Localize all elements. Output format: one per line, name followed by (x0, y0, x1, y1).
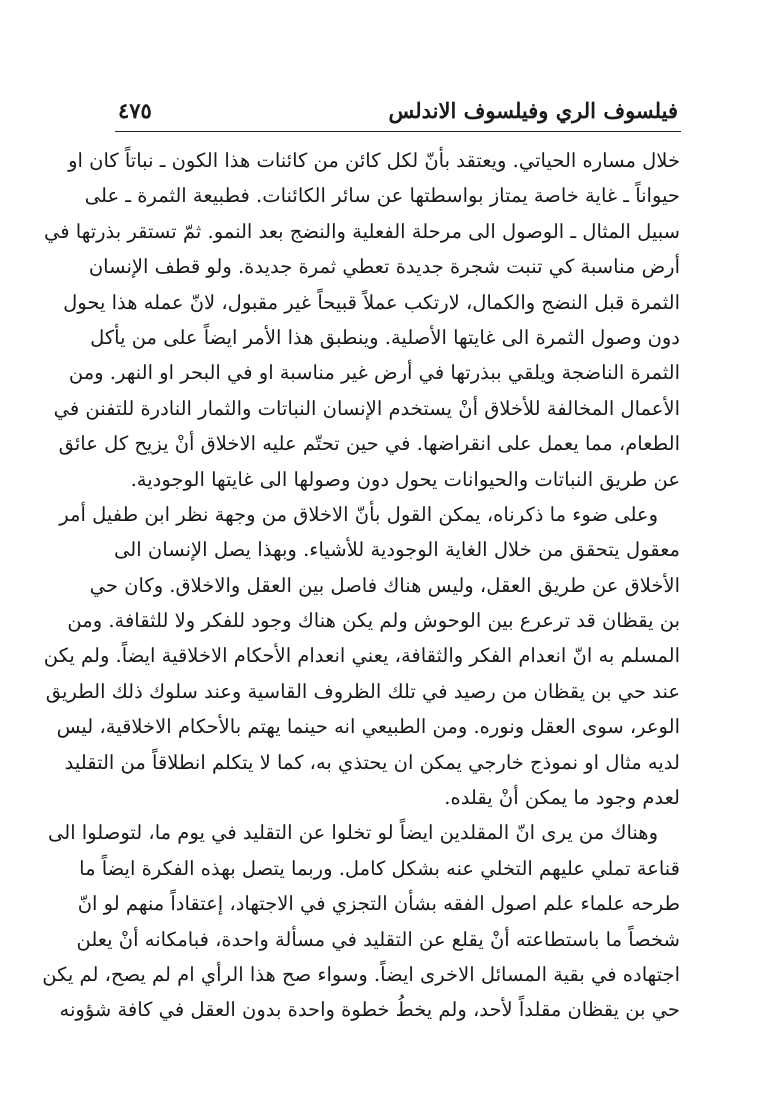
text-line: سبيل المثال ـ الوصول الى مرحلة الفعلية والنضج بعد النمو. ثمّ تستقر بذرتها في (44, 219, 680, 243)
running-title: فيلسوف الري وفيلسوف الاندلس (388, 98, 678, 123)
text-line: أرض مناسبة كي تنبت شجرة جديدة تعطي ثمرة جديدة. ولو قطف الإنسان (88, 255, 680, 279)
text-line: لعدم وجود ما يمكن أنْ يقلده. (444, 786, 680, 810)
text-line: معقول يتحقق من خلال الغاية الوجودية للأشياء. وبهذا يصل الإنسان الى (114, 538, 680, 562)
text-line: الأخلاق عن طريق العقل، وليس هناك فاصل بين العقل والاخلاق. وكان حي (89, 573, 680, 597)
text-line: حي بن يقظان مقلداً لأحد، ولم يخطُ خطوة واحدة بدون العقل في كافة شؤونه (59, 998, 680, 1022)
text-line: الثمرة الناضجة ويلقي ببذرتها في أرض غير مناسبة او في البحر او النهر. ومن (68, 361, 680, 385)
text-line: بن يقظان قد ترعرع بين الوحوش ولم يكن هناك وجود للفكر ولا للثقافة. ومن (67, 609, 680, 633)
text-line: عن طريق النباتات والحيوانات يحول دون وصولها الى غايتها الوجودية. (130, 467, 680, 491)
text-line: طرحه علماء علم اصول الفقه بشأن التجزي في الاجتهاد، إعتقاداً منهم لو انّ (77, 892, 680, 916)
text-line: الطعام، مما يعمل على انقراضها. في حين تحتّم عليه الاخلاق أنْ يزيح كل عائق (58, 432, 680, 456)
text-line: الوعر، سوى العقل ونوره. ومن الطبيعي انه حينما يهتم بالأحكام الاخلاقية، ليس (56, 715, 680, 739)
paragraph-first-line: وعلى ضوء ما ذكرناه، يمكن القول بأنّ الاخلاق من وجهة نظر ابن طفيل أمر (59, 502, 658, 526)
page-number: ٤٧٥ (118, 98, 152, 123)
text-line: خلال مساره الحياتي. ويعتقد بأنّ لكل كائن من كائنات هذا الكون ـ نباتاً كان او (68, 149, 680, 172)
paragraph-first-line: وهناك من يرى انّ المقلدين ايضاً لو تخلوا عن التقليد في يوم ما، لتوصلوا الى (48, 821, 658, 845)
text-line: اجتهاده في بقية المسائل الاخرى ايضاً. وسواء صح هذا الرأي ام لم يصح، لم يكن (42, 962, 680, 986)
text-line: حيواناً ـ غاية خاصة يمتاز بواسطتها عن سائر الكائنات. فطبيعة الثمرة ـ على (84, 184, 680, 208)
text-line: لديه مثال او نموذج خارجي يمكن ان يحتذي به، كما لا يتكلم انطلاقاً من التقليد (64, 750, 680, 774)
header-rule (115, 131, 681, 132)
text-line: قناعة تملي عليهم التخلي عنه بشكل كامل. وربما يتصل بهذه الفكرة ايضاً ما (79, 856, 680, 880)
running-header (118, 96, 678, 136)
text-line: شخصاً ما باستطاعته أنْ يقلع عن التقليد في مسألة واحدة، فبامكانه أنْ يعلن (76, 927, 680, 951)
text-line: الثمرة قبل النضج والكمال، لارتكب عملاً قبيحاً غير مقبول، لانّ عمله هذا يحول (63, 290, 680, 314)
text-line: الأعمال المخالفة للأخلاق أنْ يستخدم الإنسان النباتات والثمار النادرة للتفنن في (53, 396, 680, 420)
body-text (42, 143, 680, 1028)
text-line: دون وصول الثمرة الى غايتها الأصلية. وينطبق هذا الأمر ايضاً على من يأكل (90, 325, 680, 349)
text-line: المسلم به انّ انعدام الفكر والثقافة، يعني انعدام الأحكام الاخلاقية ايضاً. ولم يكن (43, 644, 680, 668)
text-line: عند حي بن يقظان من رصيد في تلك الظروف القاسية وعند سلوك ذلك الطريق (45, 679, 680, 703)
